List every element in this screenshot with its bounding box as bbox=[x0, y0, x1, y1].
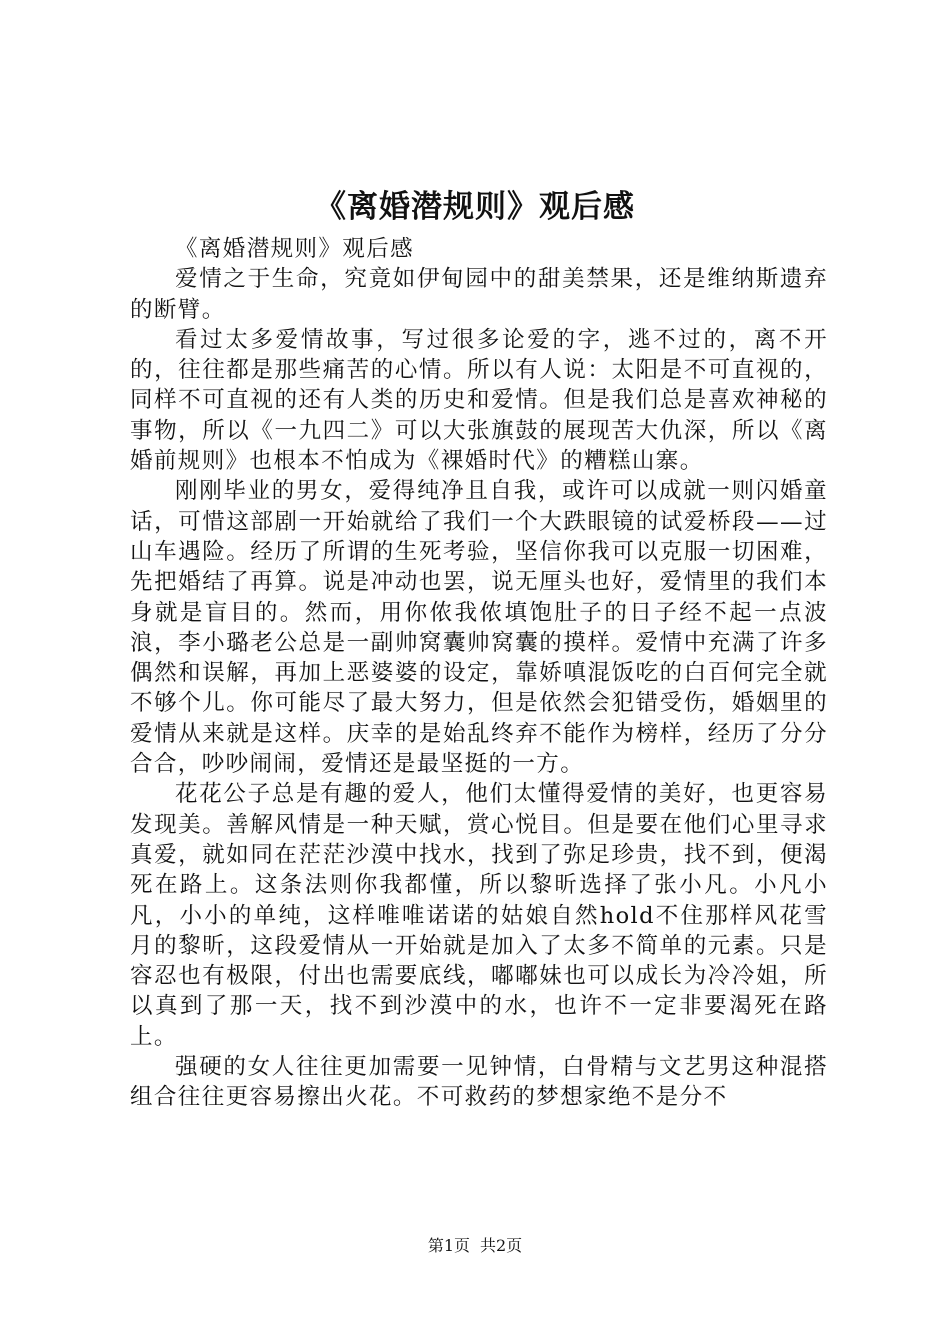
document-body bbox=[130, 234, 828, 1113]
paragraph: 爱情之于生命，究竟如伊甸园中的甜美禁果，还是维纳斯遗弃的断臂。 bbox=[130, 266, 828, 323]
paragraph: 《离婚潜规则》观后感 bbox=[175, 236, 415, 262]
page-footer bbox=[0, 1235, 950, 1257]
paragraph: 刚刚毕业的男女，爱得纯净且自我，或许可以成就一则闪婚童话，可惜这部剧一开始就给了我们一个大跌眼镜的试爱桥段——过山车遇险。经历了所谓的生死考验，坚信你我可以克服一切困难，先把婚结了再算。说是冲动也罢，说无厘头也好，爱情里的我们本身就是盲目的。然而，用你侬我侬填饱肚子的日子经不起一点波浪，李小璐老公总是一副帅窝囊帅窝囊的摸样。爱情中充满了许多偶然和误解，再加上恶婆婆的设定，靠娇嗔混饭吃的白百何完全就不够个儿。你可能尽了最大努力，但是依然会犯错受伤，婚姻里的爱情从来就是这样。庆幸的是始乱终弃不能作为榜样，经历了分分合合，吵吵闹闹，爱情还是最坚挺的一方。 bbox=[130, 478, 828, 778]
paragraph: 强硬的女人往往更加需要一见钟情，白骨精与文艺男这种混搭组合往往更容易擦出火花。不可救药的梦想家绝不是分不 bbox=[130, 1054, 828, 1111]
document-title: 《离婚潜规则》观后感 bbox=[315, 189, 635, 225]
page-total: 共2页 bbox=[480, 1236, 523, 1255]
paragraph: 看过太多爱情故事，写过很多论爱的字，逃不过的，离不开的，往往都是那些痛苦的心情。所以有人说：太阳是不可直视的，同样不可直视的还有人类的历史和爱情。但是我们总是喜欢神秘的事物，所以《一九四二》可以大张旗鼓的展现苦大仇深，所以《离婚前规则》也根本不怕成为《裸婚时代》的糟糕山寨。 bbox=[130, 326, 828, 475]
page-number: 第1页 bbox=[427, 1236, 470, 1255]
paragraph: 花花公子总是有趣的爱人，他们太懂得爱情的美好，也更容易发现美。善解风情是一种天赋，赏心悦目。但是要在他们心里寻求真爱，就如同在茫茫沙漠中找水，找到了弥足珍贵，找不到，便渴死在路上。这条法则你我都懂，所以黎昕选择了张小凡。小凡小凡，小小的单纯，这样唯唯诺诺的姑娘自然hold不住那样风花雪月的黎昕，这段爱情从一开始就是加入了太多不简单的元素。只是容忍也有极限，付出也需要底线，嘟嘟妹也可以成长为冷冷姐，所以真到了那一天，找不到沙漠中的水，也许不一定非要渴死在路上。 bbox=[130, 781, 828, 1050]
